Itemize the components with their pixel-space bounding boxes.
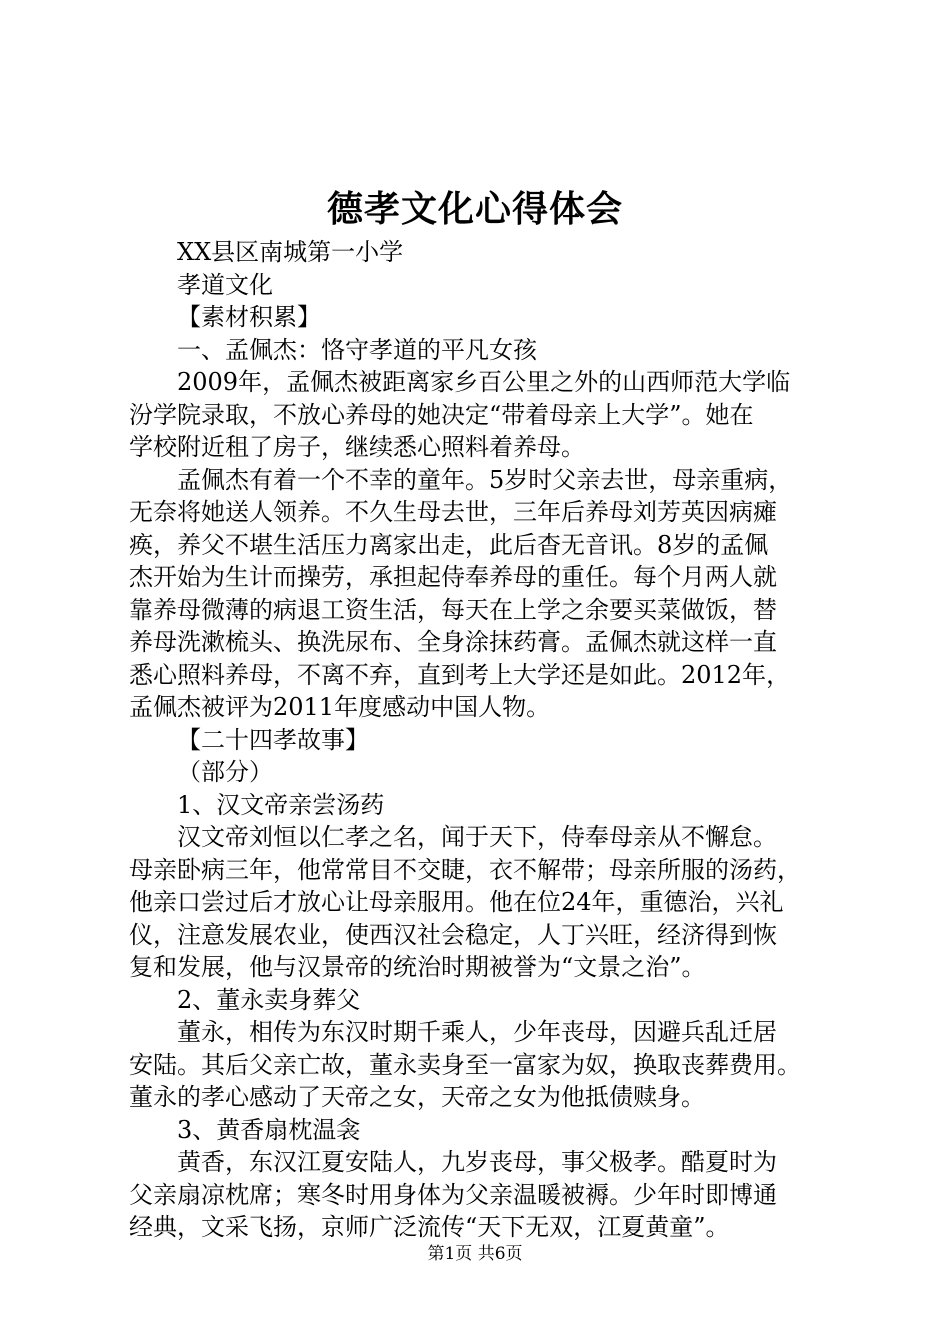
text-line: 【素材积累】: [177, 303, 321, 331]
text-line: 养母洗漱梳头、换洗尿布、全身涂抹药膏。孟佩杰就这样一直: [129, 628, 777, 656]
text-line: 靠养母微薄的病退工资生活，每天在上学之余要买菜做饭，替: [129, 595, 777, 624]
text-line: 汉文帝刘恒以仁孝之名，闻于天下，侍奉母亲从不懈怠。: [177, 823, 777, 851]
text-line: 董永，相传为东汉时期千乘人，少年丧母，因避兵乱迁居: [177, 1018, 777, 1046]
document-body: [129, 236, 829, 1244]
text-line: 悉心照料养母，不离不弃，直到考上大学还是如此。2012年，: [129, 660, 791, 689]
text-line: 仪，注意发展农业，使西汉社会稳定，人丁兴旺，经济得到恢: [129, 920, 777, 949]
text-line: XX县区南城第一小学: [177, 238, 404, 266]
page-footer: 第1页 共6页: [427, 1244, 523, 1264]
text-line: 2、董永卖身葬父: [177, 985, 361, 1014]
text-line: 无奈将她送人领养。不久生母去世，三年后养母刘芳英因病瘫: [129, 498, 777, 526]
text-line: 他亲口尝过后才放心让母亲服用。他在位24年，重德治，兴礼: [129, 888, 784, 916]
text-line: 【二十四孝故事】: [177, 725, 369, 754]
text-line: 3、黄香扇枕温衾: [177, 1115, 361, 1144]
text-line: 1、汉文帝亲尝汤药: [177, 790, 385, 819]
text-line: 一、孟佩杰：恪守孝道的平凡女孩: [177, 335, 537, 364]
text-line: 汾学院录取，不放心养母的她决定“带着母亲上大学”。她在: [129, 400, 754, 429]
text-line: 安陆。其后父亲亡故，董永卖身至一富家为奴，换取丧葬费用。: [129, 1050, 801, 1079]
text-line: 2009年，孟佩杰被距离家乡百公里之外的山西师范大学临: [177, 368, 791, 396]
text-line: 痪，养父不堪生活压力离家出走，此后杳无音讯。8岁的孟佩: [129, 530, 769, 559]
text-line: 董永的孝心感动了天帝之女，天帝之女为他抵债赎身。: [129, 1083, 705, 1111]
text-line: 杰开始为生计而操劳，承担起侍奉养母的重任。每个月两人就: [129, 563, 777, 591]
text-line: 学校附近租了房子，继续悉心照料着养母。: [129, 433, 585, 461]
text-line: 母亲卧病三年，他常常目不交睫，衣不解带；母亲所服的汤药，: [129, 855, 801, 884]
text-line: （部分）: [177, 758, 273, 786]
text-line: 黄香，东汉江夏安陆人，九岁丧母，事父极孝。酷夏时为: [177, 1148, 777, 1176]
text-line: 经典，文采飞扬，京师广泛流传“天下无双，江夏黄童”。: [129, 1213, 730, 1241]
text-line: 父亲扇凉枕席；寒冬时用身体为父亲温暖被褥。少年时即博通: [129, 1180, 777, 1209]
text-line: 孟佩杰有着一个不幸的童年。5岁时父亲去世，母亲重病，: [177, 465, 793, 494]
text-line: 孝道文化: [177, 270, 273, 299]
text-line: 孟佩杰被评为2011年度感动中国人物。: [129, 693, 551, 721]
text-line: 复和发展，他与汉景帝的统治时期被誉为“文景之治”。: [129, 953, 706, 981]
page-title: 德孝文化心得体会: [326, 188, 623, 230]
